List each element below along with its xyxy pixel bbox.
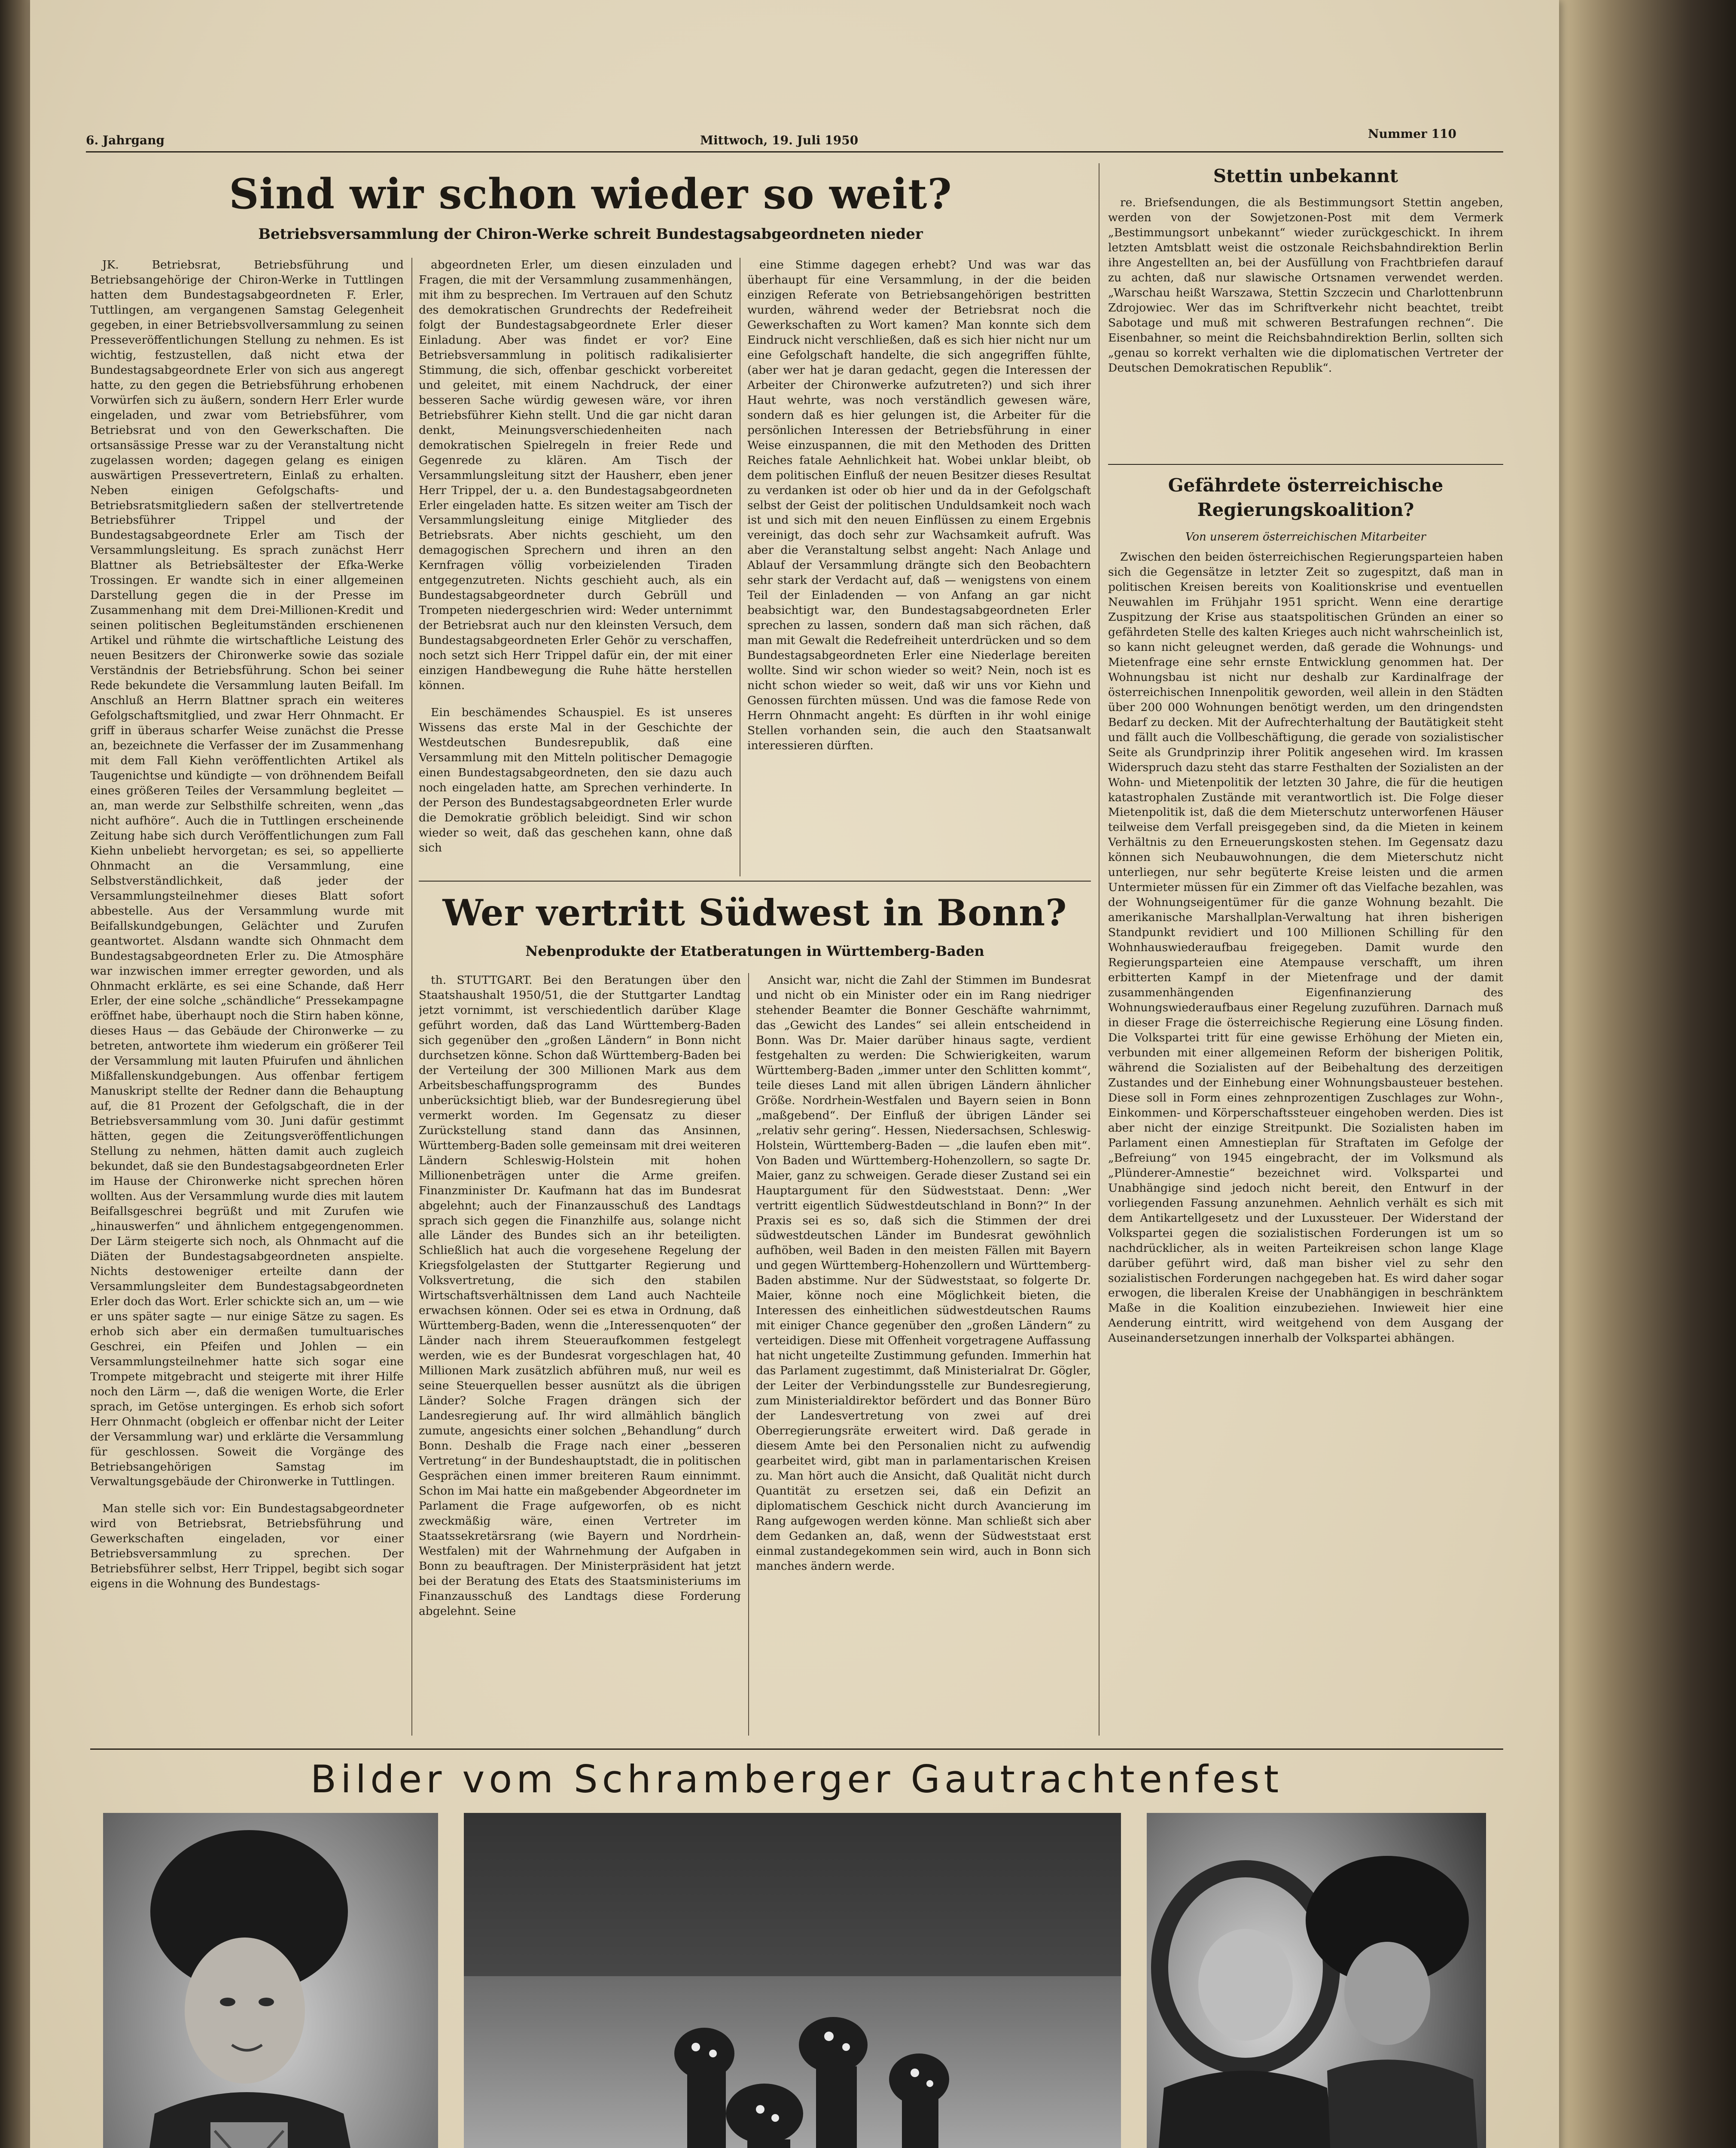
austria-body (1108, 550, 1503, 1736)
newspaper-page (30, 0, 1559, 2148)
article1-col2-text: abgeordneten Erler, um diesen einzuladen und Fragen, die mit der Versammlung zusammenhängen, mit ihm zu besprechen. Im Vertrauen auf den Schutz des demokratischen Grundrechts der Redefreiheit folgt der Bundestagsabgeordnete Erler dieser Einladung. Aber was findet er vor? Eine Betriebsversammlung in politisch radikalisierter Stimmung, die sich, offenbar geschickt vorbereitet und geleitet, mit einem Nachdruck, der einer besseren Sache würdig gewesen wäre, vor ihren Betriebsführer Kiehn stellt. Und die gar nicht daran denkt, Meinungsverschiedenheiten nach demokratischen Spielregeln in freier Rede und Gegenrede zu klären. Am Tisch der Versammlungsleitung sitzt der Hausherr, eben jener Herr Trippel, der u. a. den Bundestagsabgeordneten Erler eingeladen hatte. Es sitzen weiter am Tisch der Versammlungsleitung einige Mitglieder des Betriebsrats. Aber nichts geschieht, um den demagogischen Sprechern und ihren an den Kernfragen völlig vorbeizielenden Tiraden entgegenzutreten. Nichts geschieht auch, als ein Bundestagsabgeordneter durch Gebrüll und Trompeten niedergeschrien wird: Weder unternimmt der Betriebsrat auch nur den kleinsten Versuch, dem Bundestagsabgeordneten Erler Gehör zu verschaffen, noch setzt sich Herr Trippel dafür ein, der mit einer einzigen Handbewegung die Ruhe hätte herstellen können. (419, 258, 732, 693)
section-rule (419, 881, 1091, 882)
photo-trachtenkind (103, 1813, 438, 2148)
article1-col1b-text: Man stelle sich vor: Ein Bundestagsabgeordneter wird von Betriebsrat, Betriebsführung und Gewerkschaften eingeladen, vor einer Betriebsversammlung zu sprechen. Der Betriebsführer selbst, Herr Trippel, begibt sich sogar eigens in die Wohnung des Bundestags- (90, 1502, 404, 1591)
article1-subhead: Betriebsversammlung der Chiron-Werke schreit Bundestagsabgeordneten nieder (258, 226, 923, 243)
masthead-rule (86, 151, 1503, 153)
austria-title-line2: Regierungskoalition? (1197, 499, 1414, 520)
austria-title-line1: Gefährdete österreichische (1168, 475, 1444, 496)
article2-col1-text: th. STUTTGART. Bei den Beratungen über den Staatshaushalt 1950/51, die der Stuttgarter Landtag jetzt vornimmt, ist verschiedentlich darüber Klage geführt worden, daß das Land Württemberg-Baden sich gegenüber den „großen Ländern“ in Bonn nicht durchsetzen könne. Schon daß Württemberg-Baden bei der Verteilung der 300 Millionen Mark aus dem Arbeitsbeschaffungsprogramm des Bundes unberücksichtigt blieb, war der Bundesregierung übel vermerkt worden. Im Gegensatz zu dieser Zurückstellung stand dann das Ansinnen, Württemberg-Baden solle gemeinsam mit drei weiteren Ländern Schleswig-Holstein mit hohen Millionenbeträgen unter die Arme greifen. Finanzminister Dr. Kaufmann hat das im Bundesrat abgelehnt; auch der Finanzausschuß des Landtags sprach sich gegen die Finanzhilfe aus, solange nicht alle Länder des Bundes sich an ihr beteiligten. Schließlich hat auch die vorgesehene Regelung der Kriegsfolgelasten der Stuttgarter Regierung und Volksvertretung, die sich den stabilen Wirtschaftsverhältnissen dem Land auch Nachteile erwachsen können. Oder sei es etwa in Ordnung, daß Württemberg-Baden, wenn die „Interessenquoten“ der Länder nach ihrem Steueraufkommen festgelegt werden, wie es der Bundesrat vorgeschlagen hat, 40 Millionen Mark zusätzlich abführen muß, nur weil es seine Steuerquellen besser ausnützt als die übrigen Länder? Solche Fragen drängen sich der Landesregierung auf. Ihr wird allmählich bänglich zumute, angesichts einer solchen „Behandlung“ durch Bonn. Deshalb die Frage nach einer „besseren Vertretung“ in der Bundeshauptstadt, die in politischen Gesprächen einen immer breiteren Raum einnimmt. Schon im Mai hatte ein maßgebender Abgeordneter im Parlament die Frage aufgeworfen, ob es nicht zweckmäßig wäre, einen Vertreter im Staatssekretärsrang (wie Bayern und Nordrhein-Westfalen) mit der Wahrnehmung der Aufgaben in Bonn zu beauftragen. Der Ministerpräsident hat jetzt bei der Beratung des Etats des Staatsministeriums im Finanzausschuß des Landtags diese Forderung abgelehnt. Seine (419, 973, 741, 1618)
austria-text: Zwischen den beiden österreichischen Regierungsparteien haben sich die Gegensätze in letzter Zeit so zugespitzt, daß man in politischen Kreisen bereits von Koalitionskrise und eventuellen Neuwahlen im Frühjahr 1951 spricht. Wenn eine derartige Zuspitzung der Krise aus staatspolitischen Gründen an einer so gefährdeten Stelle des kalten Krieges auch nicht wahrscheinlich ist, so kann nicht geleugnet werden, daß gerade die Wohnungs- und Mietenfrage eine sehr ernste Entwicklung genommen hat. Der Wohnungsbau ist nicht nur deshalb zur Kardinalfrage der österreichischen Innenpolitik geworden, weil allein in den Städten über 200 000 Wohnungen benötigt werden, um den dringendsten Bedarf zu decken. Mit der Aufrechterhaltung der Bautätigkeit steht und fällt auch die Vollbeschäftigung, die gerade von sozialistischer Seite als Grundprinzip ihrer Politik angesehen wird. Im krassen Widerspruch dazu steht das starre Festhalten der Sozialisten an der Wohn- und Mietenpolitik der letzten 30 Jahre, die für die heutigen katastrophalen Zustände mit verantwortlich ist. Die Folge dieser Mietenpolitik ist, daß die dem Mieterschutz unterworfenen Häuser teilweise dem Verfall preisgegeben sind, da die Mieten in keinem Verhältnis zu den Erneuerungskosten stehen. Im Gegensatz dazu können sich Neubauwohnungen, die dem Mieterschutz nicht unterliegen, nur sehr begüterte Kreise leisten und die armen Untermieter müssen für ein Zimmer oft das Vielfache bezahlen, was der Wohnungseigentümer für die ganze Wohnung bezahlt. Die amerikanische Marshallplan-Verwaltung hat ihren bisherigen Standpunkt revidiert und 100 Millionen Schilling für den Wohnhauswiederaufbau freigegeben. Damit wurde den Regierungsparteien eine Atempause verschafft, um ihren erbitterten Kampf in der Mietenfrage und der damit zusammenhängenden Eigenfinanzierung des Wohnungswiederaufbaus einer Regelung zuzuführen. Darnach muß in dieser Frage die österreichische Regierung eine Lösung finden. Die Volkspartei tritt für eine gewisse Erhöhung der Mieten ein, verbunden mit einer allgemeinen Reform der bisherigen Politik, während die Sozialisten auf der Beibehaltung des derzeitigen Zustandes und der Einhebung einer Wohnungsbausteuer bestehen. Diese soll in Form eines zehnprozentigen Zuschlages zur Wohn-, Einkommen- und Körperschaftssteuer eingehoben werden. Dies ist aber nicht der einzige Streitpunkt. Die Sozialisten haben im Parlament einen Amnestieplan für Straftaten im Gefolge der „Befreiung“ von 1945 eingebracht, der im Volksmund als „Plünderer-Amnestie“ bezeichnet wird. Volkspartei und Unabhängige sind jedoch nicht bereit, den Entwurf in der vorliegenden Fassung anzunehmen. Aehnlich verhält es sich mit dem Antikartellgesetz und der Luxussteuer. Der Widerstand der Volkspartei gegen die sozialistischen Forderungen ist um so nachdrücklicher, als in weiten Parteikreisen schon lange Klage darüber geführt wird, daß man bisher viel zu sehr den sozialistischen Forderungen nachgegeben hat. Es wird daher sogar erwogen, die liberalen Kreise der Unabhängigen in beschränktem Maße in die Koalition einzubeziehen. Inwieweit hier eine Aenderung eintritt, wird weitgehend von dem Ausgang der Auseinandersetzungen innerhalb der Volkspartei abhängen. (1108, 550, 1503, 1345)
gallery-rule (90, 1748, 1503, 1750)
masthead-volume: 6. Jahrgang (86, 133, 165, 147)
masthead-date: Mittwoch, 19. Juli 1950 (700, 133, 859, 147)
photo-festzug-image (464, 1813, 1121, 2148)
column-divider (411, 258, 412, 1736)
article1-column-2 (419, 258, 732, 876)
photo-festzug (464, 1813, 1121, 2148)
austria-byline: Von unserem österreichischen Mitarbeiter (1185, 531, 1426, 543)
article1-col2b-text: Ein beschämendes Schauspiel. Es ist unseres Wissens das erste Mal in der Geschichte der Westdeutschen Bundesrepublik, daß eine Versammlung mit den Mitteln politischer Demagogie einen Bundestagsabgeordneten, den sie dazu auch noch eingeladen hatte, am Sprechen verhinderte. In der Person des Bundestagsabgeordneten Erler wurde die Demokratie gröblich beleidigt. Sind wir schon wieder so weit, daß das geschehen kann, ohne daß sich (419, 706, 732, 854)
article1-headline: Sind wir schon wieder so weit? (229, 170, 952, 218)
article1-column-3 (747, 258, 1091, 876)
book-page-edges (1556, 0, 1736, 2148)
article2-subhead: Nebenprodukte der Etatberatungen in Württemberg-Baden (525, 943, 984, 959)
gallery-title: Bilder vom Schramberger Gautrachtenfest (310, 1757, 1283, 1801)
stettin-title: Stettin unbekannt (1213, 165, 1398, 186)
article1-col3-text: eine Stimme dagegen erhebt? Und was war das überhaupt für eine Versammlung, in der die beiden einzigen Referate von Betriebsangehörigen bestritten wurden, während weder der Betriebsrat noch die Gewerkschaften zu Wort kamen? Man konnte sich dem Eindruck nicht verschließen, daß es sich hier nicht nur um eine Gefolgschaft handelte, die sich angegriffen fühlte, (aber wer hat je daran gedacht, gegen die Interessen der Arbeiter der Chironwerke aufzutreten?) und sich ihrer Haut wehrte, was noch verständlich gewesen wäre, sondern daß es hier gelungen ist, die Arbeiter für die persönlichen Interessen der Betriebsführung in einer Weise einzuspannen, die mit den Methoden des Dritten Reiches fatale Aehnlichkeit hat. Wobei unklar bleibt, ob dem politischen Einfluß der neuen Besitzer dieses Resultat zu verdanken ist oder ob hier und da in der Gefolgschaft selbst der Geist der politischen Unduldsamkeit noch wach ist und sich mit den neuen Einflüssen zu einem Ergebnis vereinigt, das doch sehr zur Wachsamkeit aufruft. Was aber die Veranstaltung selbst angeht: Nach Anlage und Ablauf der Versammlung drängte sich den Beobachtern sehr stark der Verdacht auf, daß — wenigstens von einem Teil der Einladenden — von Anfang an gar nicht beabsichtigt war, den Bundestagsabgeordneten Erler sprechen zu lassen, sondern daß man sich rächen, daß man mit Gewalt die Redefreiheit unterdrücken und so dem Bundestagsabgeordneten Erler eine Niederlage bereiten wollte. Sind wir schon wieder so weit? Nein, noch ist es nicht schon wieder so weit, daß wir uns vor Kiehn und Genossen fürchten müssen. Und was die famose Rede von Herrn Ohnmacht angeht: Es dürften in ihr wohl einige Stellen vorhanden sein, die auch den Staatsanwalt interessieren dürften. (747, 258, 1091, 752)
article2-col2-text: Ansicht war, nicht die Zahl der Stimmen im Bundesrat und nicht ob ein Minister oder ein im Rang niedriger stehender Beamter die Bonner Geschäfte wahrnimmt, das „Gewicht des Landes“ sei allein entscheidend in Bonn. Was Dr. Maier darüber hinaus sagte, verdient festgehalten zu werden: Die Schwierigkeiten, warum Württemberg-Baden „immer unter den Schlitten kommt“, teile dieses Land mit allen übrigen Ländern ähnlicher Größe. Nordrhein-Westfalen und Bayern seien in Bonn „maßgebend“. Der Einfluß der übrigen Länder sei „relativ sehr gering“. Hessen, Niedersachsen, Schleswig-Holstein, Württemberg-Baden — „die laufen eben mit“. Von Baden und Württemberg-Hohenzollern, so sagte Dr. Maier, ganz zu schweigen. Gerade dieser Zustand sei ein Hauptargument für den Südweststaat. Denn: „Wer vertritt eigentlich Südwestdeutschland in Bonn?“ In der Praxis sei es so, daß sich die Stimmen der drei südwestdeutschen Länder im Bundesrat gewöhnlich aufhöben, weil Baden in den meisten Fällen mit Bayern und gegen Württemberg-Hohenzollern und Württemberg-Baden abstimme. Nur der Südweststaat, so folgerte Dr. Maier, könne noch eine Möglichkeit bieten, die Interessen des einheitlichen südwestdeutschen Raums mit einiger Chance gegenüber den „großen Ländern“ zu verteidigen. Diese mit Offenheit vorgetragene Auffassung hat nicht ungeteilte Zustimmung gefunden. Immerhin hat das Parlament zugestimmt, daß Ministerialrat Dr. Gögler, der Leiter der Verbindungsstelle zur Bundesregierung, zum Ministerialdirektor befördert und das Bonner Büro der Landesvertretung von zwei auf drei Oberregierungsräte erweitert wird. Daß gerade in diesem Amte bei den Personalien nicht zu aufwendig gearbeitet wird, gibt man in parlamentarischen Kreisen zu. Man hört auch die Ansicht, daß Qualität nicht durch Quantität zu ersetzen sei, daß ein Defizit an diplomatischem Geschick nicht durch Avancierung im Rang aufgewogen werden könne. Man schließt sich aber dem Gedanken an, daß, wenn der Südweststaat erst einmal zustandegekommen sein wird, auch in Bonn sich manches ändern werde. (756, 973, 1091, 1573)
stettin-body (1108, 195, 1503, 458)
article2-column-1 (419, 973, 741, 1738)
article2-column-2 (756, 973, 1091, 1738)
photo-trachtenkind-image (103, 1813, 438, 2148)
column-divider (748, 973, 749, 1736)
photo-trachten-paar (1147, 1813, 1486, 2148)
section-rule (1108, 464, 1503, 465)
stettin-text: re. Briefsendungen, die als Bestimmungsort Stettin angeben, werden von der Sowjetzonen-Post mit dem Vermerk „Bestimmungsort unbekannt“ wieder zurückgeschickt. In ihrem letzten Amtsblatt weist die ostzonale Reichsbahndirektion Berlin ihre Angestellten an, bei der Ausfüllung von Frachtbriefen darauf zu achten, daß nur slawische Ortsnamen verwendet werden. „Warschau heißt Warszawa, Stettin Szczecin und Charlottenbrunn Zdrojowiec. Wer das im Schriftverkehr nicht beachtet, treibt Sabotage und muß mit schweren Bestrafungen rechnen“. Die Eisenbahner, so meint die Reichsbahndirektion Berlin, sollten sich „genau so korrekt verhalten wie die diplomatischen Vertreter der Deutschen Demokratischen Republik“. (1108, 196, 1503, 375)
article2-headline: Wer vertritt Südwest in Bonn? (442, 891, 1067, 934)
article1-col1-text: JK. Betriebsrat, Betriebsführung und Betriebsangehörige der Chiron-Werke in Tuttlingen hatten dem Bundestagsabgeordneten F. Erler, Tuttlingen, am vergangenen Samstag Gelegenheit gegeben, in einer Betriebsvollversammlung zu seinen Presseveröffentlichungen Stellung zu nehmen. Es ist wichtig, festzustellen, daß nicht etwa der Bundestagsabgeordnete Erler von sich aus angeregt hatte, zu den gegen die Betriebsführung erhobenen Vorwürfen sich zu äußern, sondern Herr Erler wurde eingeladen, und zwar vom Betriebsführer, vom Betriebsrat und von den Gewerkschaften. Die ortsansässige Presse war zu der Veranstaltung nicht zugelassen worden; dagegen gelang es einigen auswärtigen Pressevertretern, Einlaß zu erhalten. Neben einigen Gefolgschafts- und Betriebsratsmitgliedern saßen der stellvertretende Betriebsführer Trippel und der Bundestagsabgeordnete Erler am Tisch der Versammlungsleitung. Es sprach zunächst Herr Blattner als Betriebsältester der Efka-Werke Trossingen. Er wandte sich in einer allgemeinen Darstellung gegen die in der Presse im Zusammenhang mit dem Drei-Millionen-Kredit und seinen politischen Begleitumständen erschienenen Artikel und rühmte die wirtschaftliche Leistung des neuen Besitzers der Chironwerke sowie das soziale Verständnis der Betriebsführung. Schon bei seiner Rede bekundete die Versammlung lauten Beifall. Im Anschluß an Herrn Blattner sprach ein weiteres Gefolgschaftsmitglied, und zwar Herr Ohnmacht. Er griff in überaus scharfer Weise zunächst die Presse an, bezeichnete die Verfasser der im Zusammenhang mit dem Fall Kiehn veröffentlichten Artikel als Taugenichtse und kündigte — von dröhnendem Beifall eines größeren Teiles der Versammlung begleitet — an, man werde zur Selbsthilfe schreiten, wenn „das nicht aufhöre“. Auch die in Tuttlingen erscheinende Zeitung habe sich durch Veröffentlichungen zum Fall Kiehn unbeliebt hervorgetan; es sei, so appellierte Ohnmacht an die Versammlung, eine Selbstverständlichkeit, daß jeder der Versammlungsteilnehmer dieses Blatt sofort abbestelle. Aus der Versammlung wurde mit Beifallskundgebungen, Gelächter und Zurufen geantwortet. Alsdann wandte sich Ohnmacht dem Bundestagsabgeordneten Erler zu. Die Atmosphäre war inzwischen immer erregter geworden, und als Ohnmacht erklärte, es sei eine Schande, daß Herr Erler, der eine solche „schändliche“ Pressekampagne eröffnet habe, überhaupt noch die Stirn haben könne, dieses Haus — das Gebäude der Chironwerke — zu betreten, antwortete ihm wiederum ein größerer Teil der Versammlung mit lauten Pfuirufen und ähnlichen Mißfallenskundgebungen. Aus offenbar fertigem Manuskript stellte der Redner dann die Behauptung auf, die 81 Prozent der Gefolgschaft, die in der Betriebsversammlung vom 30. Juni dafür gestimmt hätten, gegen die Zeitungsveröffentlichungen Stellung zu nehmen, hätten damit auch zugleich bekundet, daß sie den Bundestagsabgeordneten Erler im Hause der Chironwerke nicht sprechen hören wollten. Aus der Versammlung wurde dies mit lautem Beifallsgeschrei begrüßt und mit Zurufen wie „hinauswerfen“ und ähnlichem entgegengenommen. Der Lärm steigerte sich noch, als Ohnmacht auf die Diäten der Bundestagsabgeordneten anspielte. Nichts destoweniger erteilte dann der Versammlungsleiter dem Bundestagsabgeordneten Erler doch das Wort. Erler schickte sich an, um — wie er uns später sagte — nur einige Sätze zu sagen. Es erhob sich aber ein dermaßen tumultuarisches Geschrei, ein Pfeifen und Johlen — ein Versammlungsteilnehmer hatte sich sogar eine Trompete mitgebracht und steigerte mit ihrer Hilfe noch den Lärm —, daß die wenigen Worte, die Erler sprach, im Getöse untergingen. Es erhob sich sofort Herr Ohnmacht (obgleich er offenbar nicht der Leiter der Versammlung war) und erklärte die Versammlung für geschlossen. Soweit die Vorgänge des Betriebsangehörigen Samstag im Verwaltungsgebäude der Chironwerke in Tuttlingen. (90, 258, 404, 1489)
article1-column-1 (90, 258, 404, 1740)
masthead-number: Nummer 110 (1368, 127, 1456, 141)
photo-trachten-paar-image (1147, 1813, 1486, 2148)
